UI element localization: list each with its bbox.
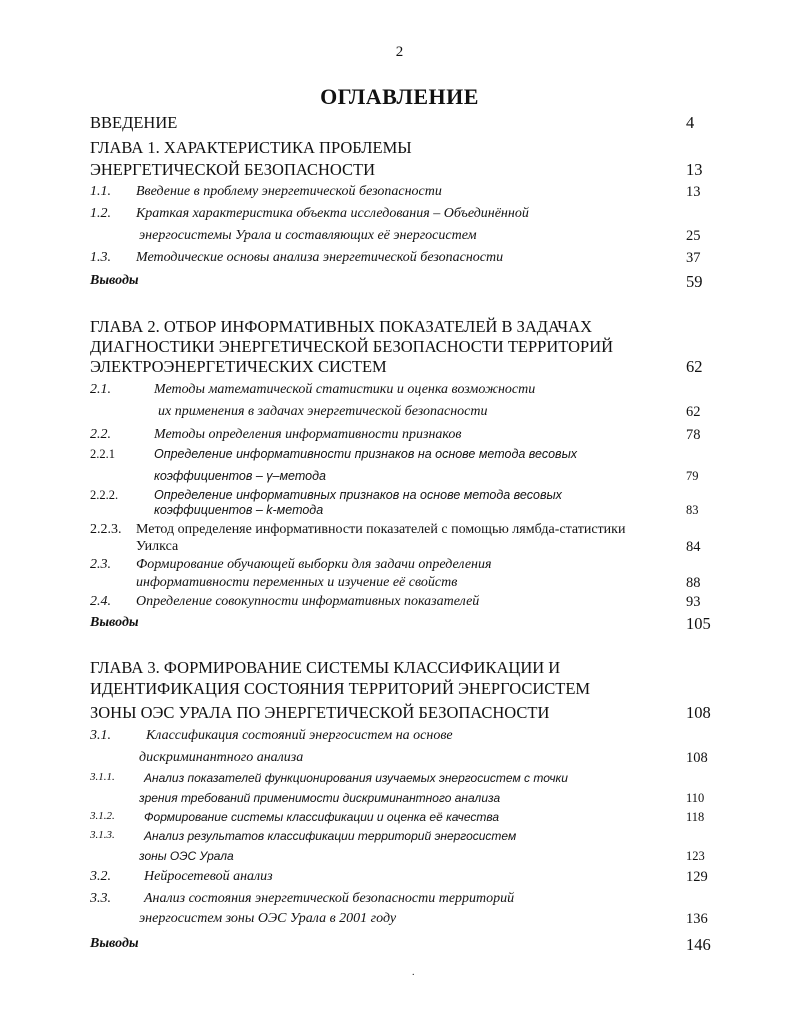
toc-entry-page: 123 xyxy=(686,849,705,863)
toc-entry-title: ДИАГНОСТИКИ ЭНЕРГЕТИЧЕСКОЙ БЕЗОПАСНОСТИ ТЕРРИТОРИЙ xyxy=(90,337,614,356)
toc-entry-title: Краткая характеристика объекта исследования – Объединённой xyxy=(136,206,529,221)
toc-entry-number: 3.1.2. xyxy=(90,810,115,822)
toc-entry-title: Методические основы анализа энергетической безопасности xyxy=(136,250,504,265)
toc-entry-title: энергосистем зоны ОЭС Урала в 2001 году xyxy=(139,911,397,926)
toc-entry-title: ЗОНЫ ОЭС УРАЛА ПО ЭНЕРГЕТИЧЕСКОЙ БЕЗОПАСНОСТИ xyxy=(90,703,550,722)
toc-entry-title: Выводы xyxy=(90,273,139,288)
toc-entry-title: Методы математической статистики и оценка возможности xyxy=(154,382,536,397)
toc-entry-title: Выводы xyxy=(90,615,139,630)
toc-entry-page: 62 xyxy=(686,357,703,376)
toc-entry-title: коэффициентов – k-метода xyxy=(154,503,324,517)
toc-entry-title: Классификация состояний энергосистем на основе xyxy=(146,728,453,743)
toc-entry-number: 2.3. xyxy=(90,557,111,572)
toc-entry-page: 78 xyxy=(686,427,701,443)
toc-entry-number: 2.2. xyxy=(90,427,111,442)
toc-entry-page: 108 xyxy=(686,703,711,722)
toc-entry-title: коэффициентов – γ–метода xyxy=(154,469,326,483)
toc-entry-page: 83 xyxy=(686,503,699,517)
toc-entry-title: Методы определения информативности признаков xyxy=(154,427,462,442)
toc-entry-title: ГЛАВА 1. ХАРАКТЕРИСТИКА ПРОБЛЕМЫ xyxy=(90,138,412,157)
toc-entry-page: 62 xyxy=(686,404,701,420)
toc-entry-page: 59 xyxy=(686,272,703,291)
toc-entry-number: 3.3. xyxy=(90,891,111,906)
toc-entry-title: Формирование обучающей выборки для задачи определения xyxy=(136,557,492,572)
toc-entry-number: 3.2. xyxy=(90,869,111,884)
toc-entry-title: Уилкса xyxy=(136,539,179,554)
footer-mark: . xyxy=(412,967,415,978)
toc-entry-title: ИДЕНТИФИКАЦИЯ СОСТОЯНИЯ ТЕРРИТОРИЙ ЭНЕРГОСИСТЕМ xyxy=(90,679,591,698)
toc-entry-title: Определение информативных признаков на основе метода весовых xyxy=(154,488,562,502)
toc-entry-title: дискриминантного анализа xyxy=(139,750,304,765)
toc-entry-title: Метод определеняе информативности показателей с помощью лямбда-статистики xyxy=(136,522,626,537)
toc-entry-title: Анализ состояния энергетической безопасности территорий xyxy=(144,891,515,906)
toc-entry-page: 88 xyxy=(686,575,701,591)
toc-entry-number: 2.2.3. xyxy=(90,522,122,537)
toc-entry-title: Определение информативности признаков на основе метода весовых xyxy=(154,447,578,461)
toc-entry-number: 1.3. xyxy=(90,250,111,265)
toc-entry-title: Анализ результатов классификации территорий энергосистем xyxy=(144,829,517,843)
page-number: 2 xyxy=(395,44,404,60)
toc-entry-page: 110 xyxy=(686,791,705,805)
toc-entry-number: 2.4. xyxy=(90,594,111,609)
toc-entry-title: Нейросетевой анализ xyxy=(144,869,273,884)
toc-entry-number: 2.2.2. xyxy=(90,488,119,502)
toc-entry-number: 1.2. xyxy=(90,206,111,221)
toc-entry-title: ГЛАВА 3. ФОРМИРОВАНИЕ СИСТЕМЫ КЛАССИФИКАЦИИ И xyxy=(90,658,561,677)
toc-entry-page: 4 xyxy=(686,113,695,132)
toc-entry-title: ЭЛЕКТРОЭНЕРГЕТИЧЕСКИХ СИСТЕМ xyxy=(90,357,387,376)
page-title: ОГЛАВЛЕНИЕ xyxy=(320,84,479,109)
toc-entry-number: 2.1. xyxy=(90,382,111,397)
toc-entry-page: 37 xyxy=(686,250,701,266)
toc-entry-title: Формирование системы классификации и оценка её качества xyxy=(144,810,500,824)
toc-entry-title: Определение совокупности информативных показателей xyxy=(136,594,480,609)
toc-entry-page: 105 xyxy=(686,614,711,633)
toc-entry-title: Выводы xyxy=(90,936,139,951)
toc-entry-title: Анализ показателей функционирования изучаемых энергосистем с точки xyxy=(144,771,568,785)
toc-entry-title: зрения требований применимости дискриминантного анализа xyxy=(139,791,501,805)
toc-entry-title: энергосистемы Урала и составляющих её энергосистем xyxy=(139,228,477,243)
toc-entry-title: ЭНЕРГЕТИЧЕСКОЙ БЕЗОПАСНОСТИ xyxy=(90,160,376,179)
toc-entry-number: 3.1.3. xyxy=(90,829,115,841)
toc-entry-page: 93 xyxy=(686,594,701,610)
toc-entry-page: 108 xyxy=(686,750,708,766)
toc-entry-number: 1.1. xyxy=(90,184,111,199)
toc-entry-title: зоны ОЭС Урала xyxy=(139,849,234,863)
toc-entry-number: 3.1.1. xyxy=(90,771,115,783)
toc-entry-title: информативности переменных и изучение её свойств xyxy=(136,575,458,590)
toc-entry-page: 146 xyxy=(686,935,711,954)
toc-entry-page: 136 xyxy=(686,911,708,927)
toc-entry-title: ВВЕДЕНИЕ xyxy=(90,113,178,132)
toc-entry-title: ГЛАВА 2. ОТБОР ИНФОРМАТИВНЫХ ПОКАЗАТЕЛЕЙ В ЗАДАЧАХ xyxy=(90,317,592,336)
toc-entry-page: 84 xyxy=(686,539,701,555)
toc-entry-page: 13 xyxy=(686,184,701,200)
toc-entry-page: 118 xyxy=(686,810,705,824)
toc-entry-title: их применения в задачах энергетической безопасности xyxy=(158,404,488,419)
toc-entry-number: 2.2.1 xyxy=(90,447,115,461)
toc-entry-number: 3.1. xyxy=(90,728,111,743)
toc-entry-page: 13 xyxy=(686,160,703,179)
toc-entry-title: Введение в проблему энергетической безопасности xyxy=(136,184,442,199)
toc-entry-page: 129 xyxy=(686,869,708,885)
toc-entry-page: 25 xyxy=(686,228,701,244)
toc-entry-page: 79 xyxy=(686,469,699,483)
